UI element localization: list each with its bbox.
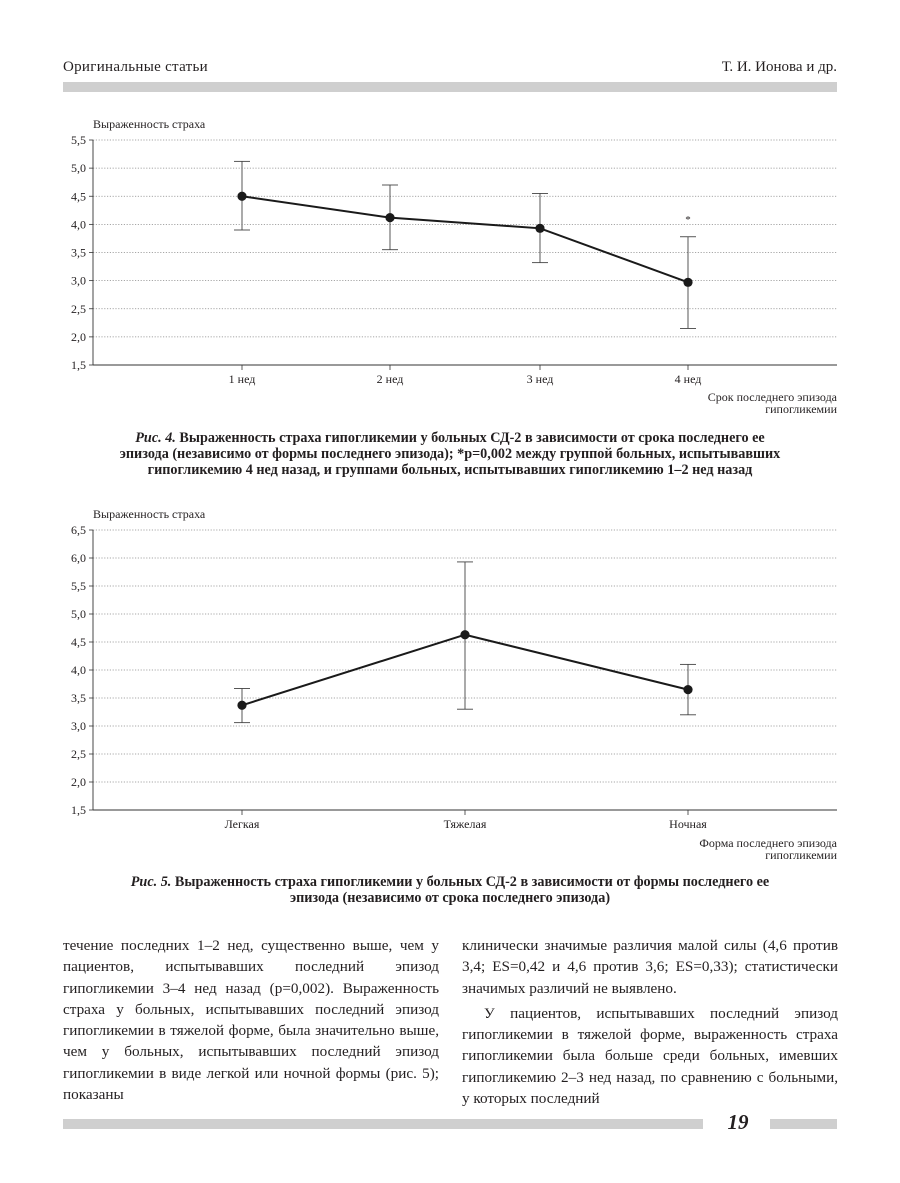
y-tick-label: 5,0 <box>71 607 86 621</box>
y-tick-label: 6,5 <box>71 523 86 537</box>
y-tick-label: 2,0 <box>71 775 86 789</box>
x-axis-label: Срок последнего эпизода <box>707 390 837 404</box>
x-axis-label: Форма последнего эпизода <box>699 836 837 850</box>
y-tick-label: 3,0 <box>71 273 86 288</box>
body-paragraph: клинически значимые различия малой силы (4,6 против 3,4; ES=0,42 и 4,6 против 3,6; ES=0,33); статистически значимых различий не выявлено. <box>462 937 838 997</box>
figure-5-caption-text: Выраженность страха гипогликемии у больных СД-2 в зависимости от формы последнего ее эпизода (независимо от срока последнего эпизода) <box>174 874 770 906</box>
y-tick-label: 2,0 <box>71 329 86 344</box>
figure-4-chart <box>0 110 900 416</box>
data-point <box>683 685 692 694</box>
data-point <box>237 192 246 201</box>
footer-rule-right <box>770 1119 837 1129</box>
y-axis-label: Выраженность страха <box>93 117 206 131</box>
body-paragraph: У пациентов, испытывавших последний эпизод гипогликемии в тяжелой форме, выраженность страха гипогликемии была больше среди больных, имевших гипогликемию 2–3 нед назад, по сравнению с больными, у которых последний <box>462 1004 838 1108</box>
running-header-section: Оригинальные статьи <box>63 59 208 75</box>
data-point <box>237 701 246 710</box>
data-point <box>683 278 692 287</box>
header-rule <box>63 82 837 92</box>
data-point <box>535 224 544 233</box>
x-tick-label: 4 нед <box>674 372 702 386</box>
x-tick-label: 3 нед <box>526 372 554 386</box>
figure-4-caption <box>110 430 790 478</box>
y-tick-label: 4,0 <box>71 663 86 677</box>
y-axis-label: Выраженность страха <box>93 507 206 521</box>
y-tick-label: 4,5 <box>71 189 86 204</box>
y-tick-label: 5,5 <box>71 579 86 593</box>
x-tick-label: 1 нед <box>228 372 256 386</box>
x-tick-label: Ночная <box>669 817 707 831</box>
x-axis-label: гипогликемии <box>765 402 837 416</box>
x-tick-label: 2 нед <box>376 372 404 386</box>
y-tick-label: 3,0 <box>71 719 86 733</box>
y-tick-label: 1,5 <box>71 358 86 372</box>
running-header-authors: Т. И. Ионова и др. <box>721 59 837 75</box>
body-column-right <box>462 935 838 1109</box>
y-tick-label: 1,5 <box>71 803 86 817</box>
x-axis-label: гипогликемии <box>765 848 837 862</box>
data-point <box>385 213 394 222</box>
y-tick-label: 2,5 <box>71 747 86 761</box>
y-tick-label: 5,0 <box>71 161 86 176</box>
figure-5-label: Рис. 5. <box>130 874 172 890</box>
y-tick-label: 6,0 <box>71 551 86 565</box>
page-number: 19 <box>727 1110 749 1134</box>
body-column-left <box>63 935 439 1105</box>
figure-4-caption-text: Выраженность страха гипогликемии у больных СД-2 в зависимости от срока последнего ее эпизода (независимо от формы последнего эпизода); *p=0,002 между группой больных, испытывавших гипогликемию 4 нед назад, и группами больных, испытывавших гипогликемию 1–2 нед назад <box>119 430 781 478</box>
data-point <box>460 630 469 639</box>
significance-marker: * <box>685 213 691 226</box>
y-tick-label: 5,5 <box>71 133 86 147</box>
y-tick-label: 3,5 <box>71 245 86 260</box>
figure-5-caption <box>110 874 790 906</box>
y-tick-label: 3,5 <box>71 691 86 705</box>
body-paragraph: течение последних 1–2 нед, существенно выше, чем у пациентов, испытывавших последний эпизод гипогликемии 3–4 нед назад (p=0,002). Выраженность страха у больных, испытывавших последний эпизод гипогликемии в тяжелой форме, была значительно выше, чем у больных, испытывавших последний эпизод гипогликемии в виде легкой или ночной формы (рис. 5); показаны <box>63 937 439 1104</box>
series-line <box>242 196 688 282</box>
figure-4-label: Рис. 4. <box>135 430 176 446</box>
x-tick-label: Тяжелая <box>443 817 487 831</box>
y-tick-label: 2,5 <box>71 301 86 316</box>
footer-rule-left <box>63 1119 703 1129</box>
y-tick-label: 4,0 <box>71 217 86 232</box>
figure-5-chart <box>0 500 900 860</box>
x-tick-label: Легкая <box>224 817 260 831</box>
y-tick-label: 4,5 <box>71 635 86 649</box>
